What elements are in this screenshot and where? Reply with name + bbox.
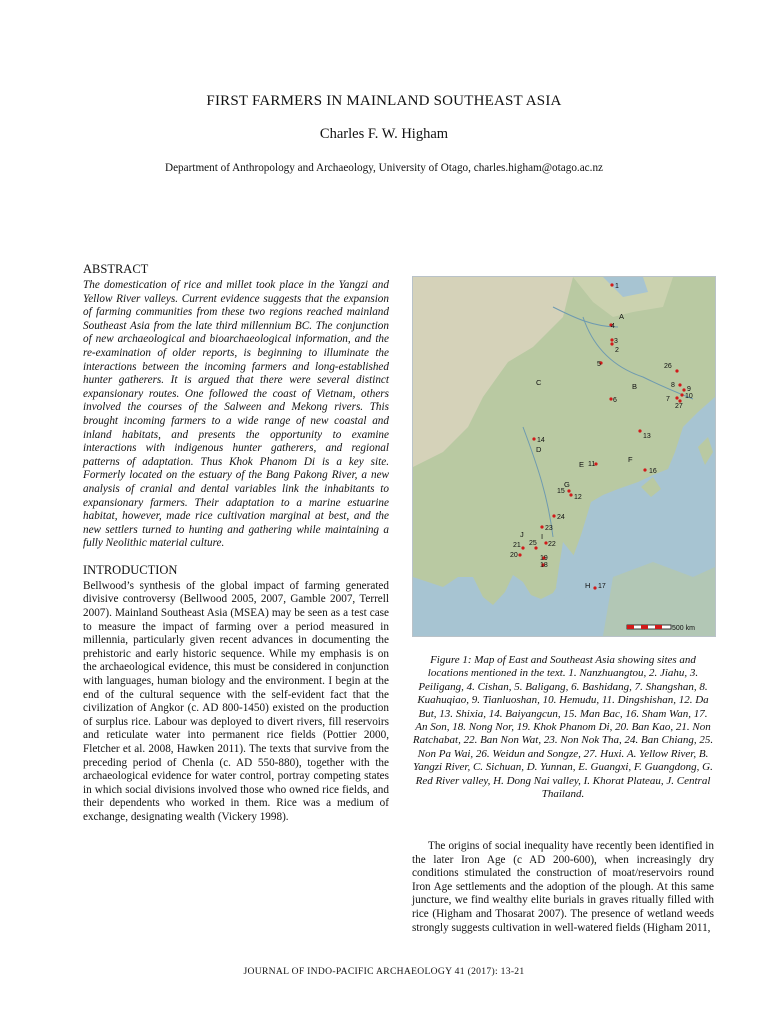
site-label-20: 20 (510, 552, 518, 559)
right-column-text: The origins of social inequality have recently been identified in the later Iron Age (c AD 200-600), when increasingly dry conditions stimulated the construction of moat/reservoirs round Iron Age settlements and the adoption of the plough. At this same juncture, we find wealthy elite burials in graves ritually filled with rice (Higham and Thosarat 2007). The presence of wetland weeds strongly suggests cultivation in well-watered fields (Higham 2011, (412, 840, 714, 934)
site-label-11: 11 (588, 461, 596, 468)
site-marker-14 (532, 437, 535, 440)
site-label-18: 18 (540, 562, 548, 569)
site-label-24: 24 (557, 514, 565, 521)
site-label-27: 27 (675, 403, 683, 410)
abstract-heading: ABSTRACT (83, 262, 149, 276)
left-column (83, 262, 389, 825)
journal-footer: JOURNAL OF INDO-PACIFIC ARCHAEOLOGY 41 (2017): 13-21 (243, 966, 525, 977)
scale-bar-segment (655, 625, 662, 629)
site-map-figure (412, 276, 716, 637)
site-marker-16 (643, 468, 646, 471)
site-label-15: 15 (557, 488, 565, 495)
map-svg (413, 277, 715, 636)
region-label-d: D (536, 445, 542, 454)
site-label-26: 26 (664, 363, 672, 370)
site-label-7: 7 (666, 396, 670, 403)
site-label-6: 6 (613, 397, 617, 404)
region-label-a: A (619, 312, 625, 321)
site-marker-9 (682, 388, 685, 391)
introduction-text: Bellwood’s synthesis of the global impact of farming generated divisive controversy (Bellwood 2005, 2007, Gamble 2007, Terrell 2007). Mainland Southeast Asia (MSEA) may be seen as a test case to measure the impact of farming over a period measured in millennia, particularly given recent advances in documenting the prehistoric and early historic sequence. While my emphasis is on the archaeological evidence, this must be considered in conjunction with languages, human biology and the environment. I begin at the end of the cultural sequence with the self-evident fact that the civilization of Angkor (c. AD 800-1450) existed on the production of surplus rice. Labour was deployed to divert rivers, fill reservoirs and reticulate water into permanent rice fields (Pottier 2000, Fletcher et al. 2008, Hawken 2011). The texts that survive from the preceding period of Chenla (c. AD 550-880), together with the archaeological evidence for water control, portray competing states in which social divisions involved those who owned rice fields, and their dependents who worked in them. Rice was a medium of exchange, designating wealth (Vickery 1998). (83, 579, 389, 823)
paper-title: FIRST FARMERS IN MAINLAND SOUTHEAST ASIA (206, 93, 562, 109)
region-label-g: G (564, 480, 570, 489)
author-name: Charles F. W. Higham (319, 126, 449, 142)
region-label-f: F (628, 455, 633, 464)
site-label-16: 16 (649, 468, 657, 475)
site-marker-21 (521, 546, 524, 549)
site-label-1: 1 (615, 283, 619, 290)
scale-bar-segment (627, 625, 634, 629)
site-marker-1 (610, 283, 613, 286)
region-label-i: I (541, 532, 544, 541)
site-marker-24 (552, 514, 555, 517)
site-label-19: 19 (540, 555, 548, 562)
region-label-c: C (536, 378, 542, 387)
site-label-3: 3 (614, 338, 618, 345)
site-label-23: 23 (545, 525, 553, 532)
site-label-22: 22 (548, 541, 556, 548)
scale-bar-label: 500 km (672, 625, 695, 632)
site-label-10: 10 (685, 393, 693, 400)
site-marker-23 (540, 525, 543, 528)
site-label-5: 5 (597, 361, 601, 368)
region-label-h: H (585, 581, 591, 590)
site-label-14: 14 (537, 437, 545, 444)
site-label-17: 17 (598, 583, 606, 590)
figure-caption: Figure 1: Map of East and Southeast Asia showing sites and locations mentioned in the text. 1. Nanzhuangtou, 2. Jiahu, 3. Peiligang, 4. Cishan, 5. Baligang, 6. Bashidang, 7. Shangshan, 8. Kuahuqiao, 9. Tianluoshan, 10. Hemudu, 11. Dingshishan, 12. Da But, 13. Shixia, 14. Baiyangcun, 15. Man Bac, 16. Sham Wan, 17. An Son, 18. Nong Nor, 19. Khok Phanom Di, 20. Ban Kao, 21. Non Ratchabat, 22. Ban Non Wat, 23. Non Nok Tha, 24. Ban Chiang, 25. Non Pa Wai, 26. Weidun and Songze, 27. Huxi. A. Yellow River, B. Yangzi River, C. Sichuan, D. Yunnan, E. Guangxi, F. Guangdong, G. Red River valley, H. Dong Nai valley, I. Khorat Plateau, J. Central Thailand. (412, 654, 714, 801)
site-marker-8 (678, 383, 681, 386)
abstract-text: The domestication of rice and millet took place in the Yangzi and Yellow River valleys. Current evidence suggests that the expansion of farming communities from these two regions reached mainland Southeast Asia from the late third millennium BC. The conjunction of new archaeological and bioarchaeological information, and the re-examination of older reports, is beginning to illuminate the interactions between the incoming farmers and long-established hunter gatherers. It is argued that there were several distinct expansionary routes. One followed the coast of Vietnam, others involved the courses of the Salween and Mekong rivers. This brought incoming farmers to a wide range of new coastal and inland habitats, and presents the opportunity to examine interactions with indigenous hunter gatherers, and regional patterns of adaptation. Thus Khok Phanom Di is a key site. Formerly located on the estuary of the Bang Pakong River, a new analysis of cranial and dental variables link the inhabitants to expansionary farmers. Their adaptation to a marine estuarine habitat, however, made rice cultivation marginal at best, and the new settlers turned to hunting and gathering while maintaining a fully Neolithic material culture. (83, 279, 389, 550)
site-label-13: 13 (643, 433, 651, 440)
site-marker-10 (680, 393, 683, 396)
site-marker-7 (675, 396, 678, 399)
region-label-b: B (632, 382, 638, 391)
site-label-12: 12 (574, 494, 582, 501)
site-marker-26 (675, 369, 678, 372)
region-label-j: J (520, 530, 524, 539)
site-label-4: 4 (611, 323, 615, 330)
scale-bar-segment (641, 625, 648, 629)
author-affiliation: Department of Anthropology and Archaeology, University of Otago, charles.higham@otago.ac.nz (165, 162, 603, 174)
site-label-25: 25 (529, 540, 537, 547)
site-marker-15 (567, 489, 570, 492)
site-marker-17 (593, 586, 596, 589)
site-marker-13 (638, 429, 641, 432)
site-marker-12 (569, 493, 572, 496)
introduction-heading: INTRODUCTION (83, 562, 178, 577)
site-marker-20 (518, 553, 521, 556)
site-label-9: 9 (687, 386, 691, 393)
region-label-e: E (579, 460, 585, 469)
site-label-2: 2 (615, 347, 619, 354)
site-label-21: 21 (513, 542, 521, 549)
site-label-8: 8 (671, 382, 675, 389)
